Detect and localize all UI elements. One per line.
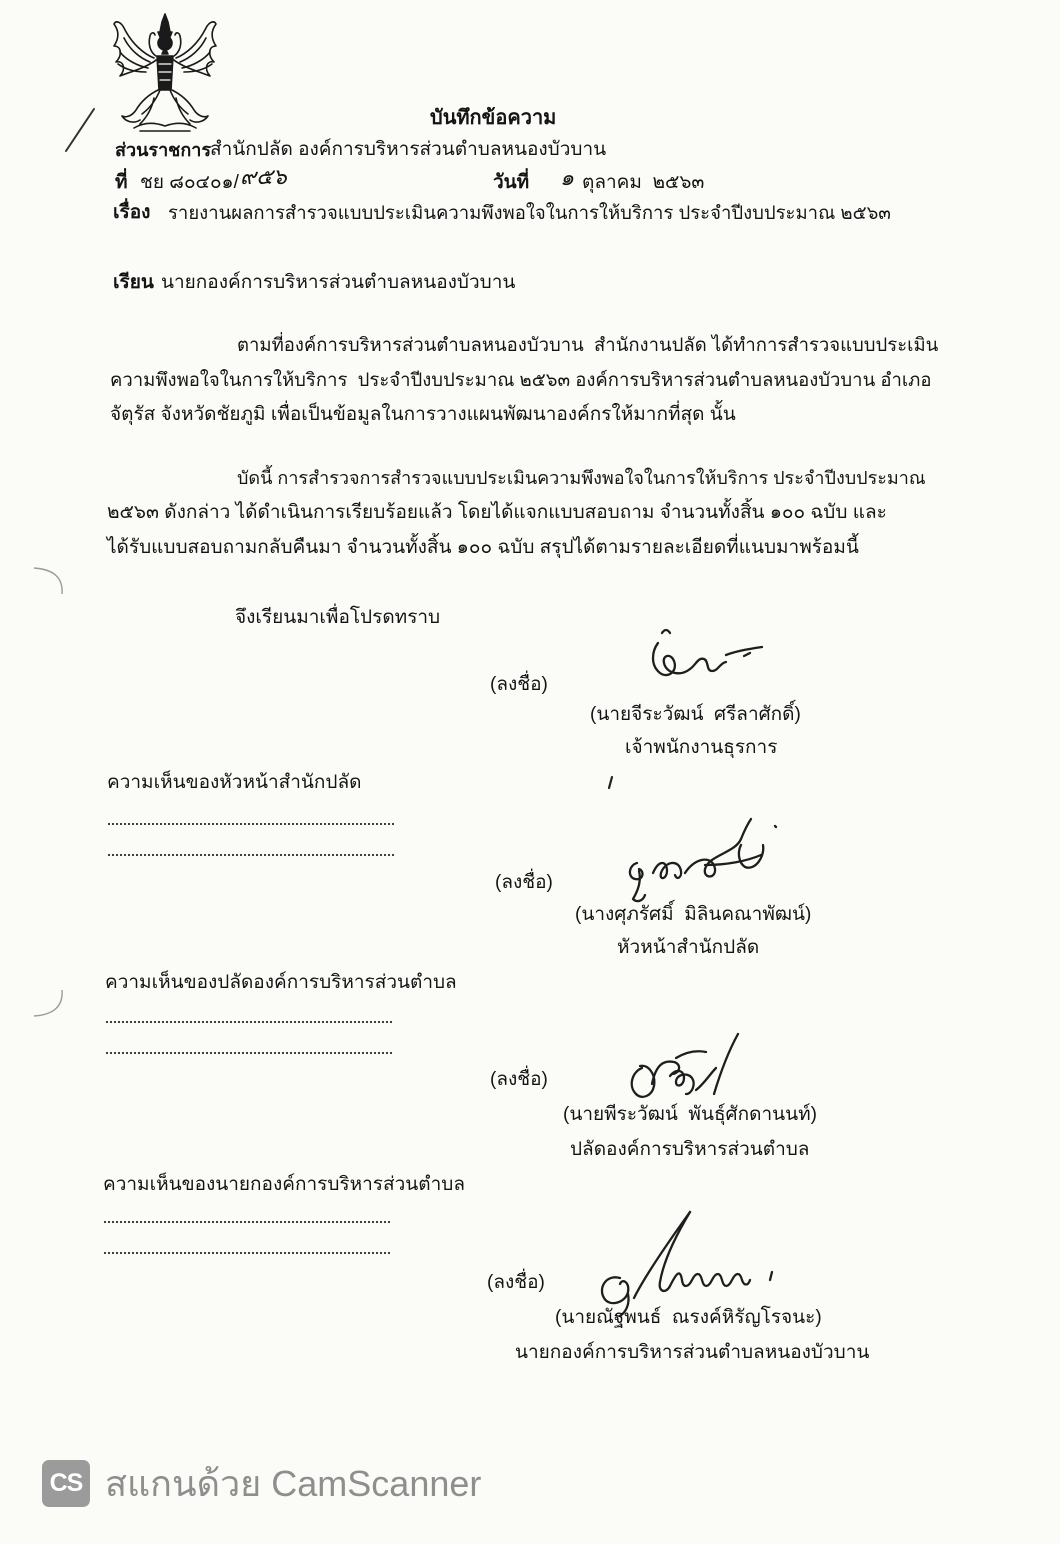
opinion-dotted-line bbox=[107, 853, 395, 857]
date-handwritten-day: ๑ bbox=[560, 166, 574, 191]
signer-name: (นายจีระวัฒน์ ศรีลาศักดิ์) bbox=[590, 704, 801, 725]
signer-name: (นายพีระวัฒน์ พันธุ์ศักดานนท์) bbox=[563, 1104, 817, 1125]
opinion-dotted-line bbox=[105, 1020, 392, 1024]
handwritten-signature bbox=[640, 625, 770, 687]
signer-position: ปลัดองค์การบริหารส่วนตำบล bbox=[570, 1139, 810, 1160]
subject-value: รายงานผลการสำรวจแบบประเมินความพึงพอใจในการให้บริการ ประจำปีงบประมาณ ๒๕๖๓ bbox=[168, 202, 891, 223]
sign-label: (ลงชื่อ) bbox=[490, 674, 548, 695]
paragraph-line: ตามที่องค์การบริหารส่วนตำบลหนองบัวบาน สำนักงานปลัด ได้ทำการสำรวจแบบประเมิน bbox=[237, 334, 939, 355]
punch-hole-mark bbox=[28, 560, 73, 600]
garuda-emblem-icon bbox=[108, 12, 223, 134]
sign-label: (ลงชื่อ) bbox=[490, 1069, 548, 1090]
reference-value: ชย ๘๐๔๐๑/ bbox=[140, 172, 239, 193]
signer-position: หัวหน้าสำนักปลัด bbox=[617, 937, 760, 958]
date-label: วันที่ bbox=[493, 172, 530, 193]
scan-watermark-text: สแกนด้วย CamScanner bbox=[105, 1463, 482, 1504]
subject-label: เรื่อง bbox=[113, 202, 151, 223]
paragraph-line: บัดนี้ การสำรวจการสำรวจแบบประเมินความพึงพอใจในการให้บริการ ประจำปีงบประมาณ bbox=[237, 468, 926, 488]
punch-hole-mark bbox=[28, 982, 73, 1024]
opinion-heading: ความเห็นของนายกองค์การบริหารส่วนตำบล bbox=[103, 1174, 465, 1195]
agency-value: สำนักปลัด องค์การบริหารส่วนตำบลหนองบัวบาน bbox=[210, 139, 607, 160]
salutation-label: เรียน bbox=[113, 272, 154, 293]
reference-handwritten-number: ๙๕๖ bbox=[240, 165, 287, 190]
opinion-dotted-line bbox=[103, 1220, 390, 1224]
handwritten-signature bbox=[622, 1028, 752, 1103]
date-month-year: ตุลาคม ๒๕๖๓ bbox=[582, 172, 705, 193]
reference-label: ที่ bbox=[115, 172, 128, 193]
signer-position: เจ้าพนักงานธุรการ bbox=[625, 737, 778, 758]
camscanner-logo-icon bbox=[42, 1460, 90, 1507]
opinion-dotted-line bbox=[105, 1051, 392, 1055]
handwritten-signature bbox=[615, 815, 785, 910]
agency-label: ส่วนราชการ bbox=[115, 140, 212, 160]
paragraph-line: ได้รับแบบสอบถามกลับคืนมา จำนวนทั้งสิ้น ๑๐๐ ฉบับ สรุปได้ตามรายละเอียดที่แนบมาพร้อมนี้ bbox=[107, 537, 859, 558]
pen-mark bbox=[60, 105, 100, 155]
ink-speck bbox=[606, 776, 616, 790]
signer-name: (นายณัฐพนธ์ ณรงค์หิรัญโรจนะ) bbox=[555, 1307, 822, 1328]
logo-text: CS bbox=[49, 1469, 83, 1497]
salutation-value: นายกองค์การบริหารส่วนตำบลหนองบัวบาน bbox=[161, 272, 516, 293]
opinion-dotted-line bbox=[107, 822, 395, 826]
paragraph-line: ความพึงพอใจในการให้บริการ ประจำปีงบประมาณ ๒๕๖๓ องค์การบริหารส่วนตำบลหนองบัวบาน อำเภอ bbox=[110, 369, 932, 390]
opinion-heading: ความเห็นของปลัดองค์การบริหารส่วนตำบล bbox=[105, 972, 457, 993]
signer-position: นายกองค์การบริหารส่วนตำบลหนองบัวบาน bbox=[515, 1342, 870, 1363]
memo-title: บันทึกข้อความ bbox=[430, 107, 557, 129]
sign-label: (ลงชื่อ) bbox=[487, 1272, 545, 1293]
paragraph-line: จัตุรัส จังหวัดชัยภูมิ เพื่อเป็นข้อมูลในการวางแผนพัฒนาองค์กรให้มากที่สุด นั้น bbox=[110, 404, 736, 425]
opinion-dotted-line bbox=[103, 1251, 390, 1255]
paragraph-line: ๒๕๖๓ ดังกล่าว ได้ดำเนินการเรียบร้อยแล้ว โดยได้แจกแบบสอบถาม จำนวนทั้งสิ้น ๑๐๐ ฉบับ และ bbox=[107, 502, 887, 523]
closing-line: จึงเรียนมาเพื่อโปรดทราบ bbox=[235, 607, 441, 628]
opinion-heading: ความเห็นของหัวหน้าสำนักปลัด bbox=[107, 772, 362, 793]
signer-name: (นางศุภรัศมิ์ มิลินคณาพัฒน์) bbox=[575, 904, 812, 925]
sign-label: (ลงชื่อ) bbox=[495, 872, 553, 893]
